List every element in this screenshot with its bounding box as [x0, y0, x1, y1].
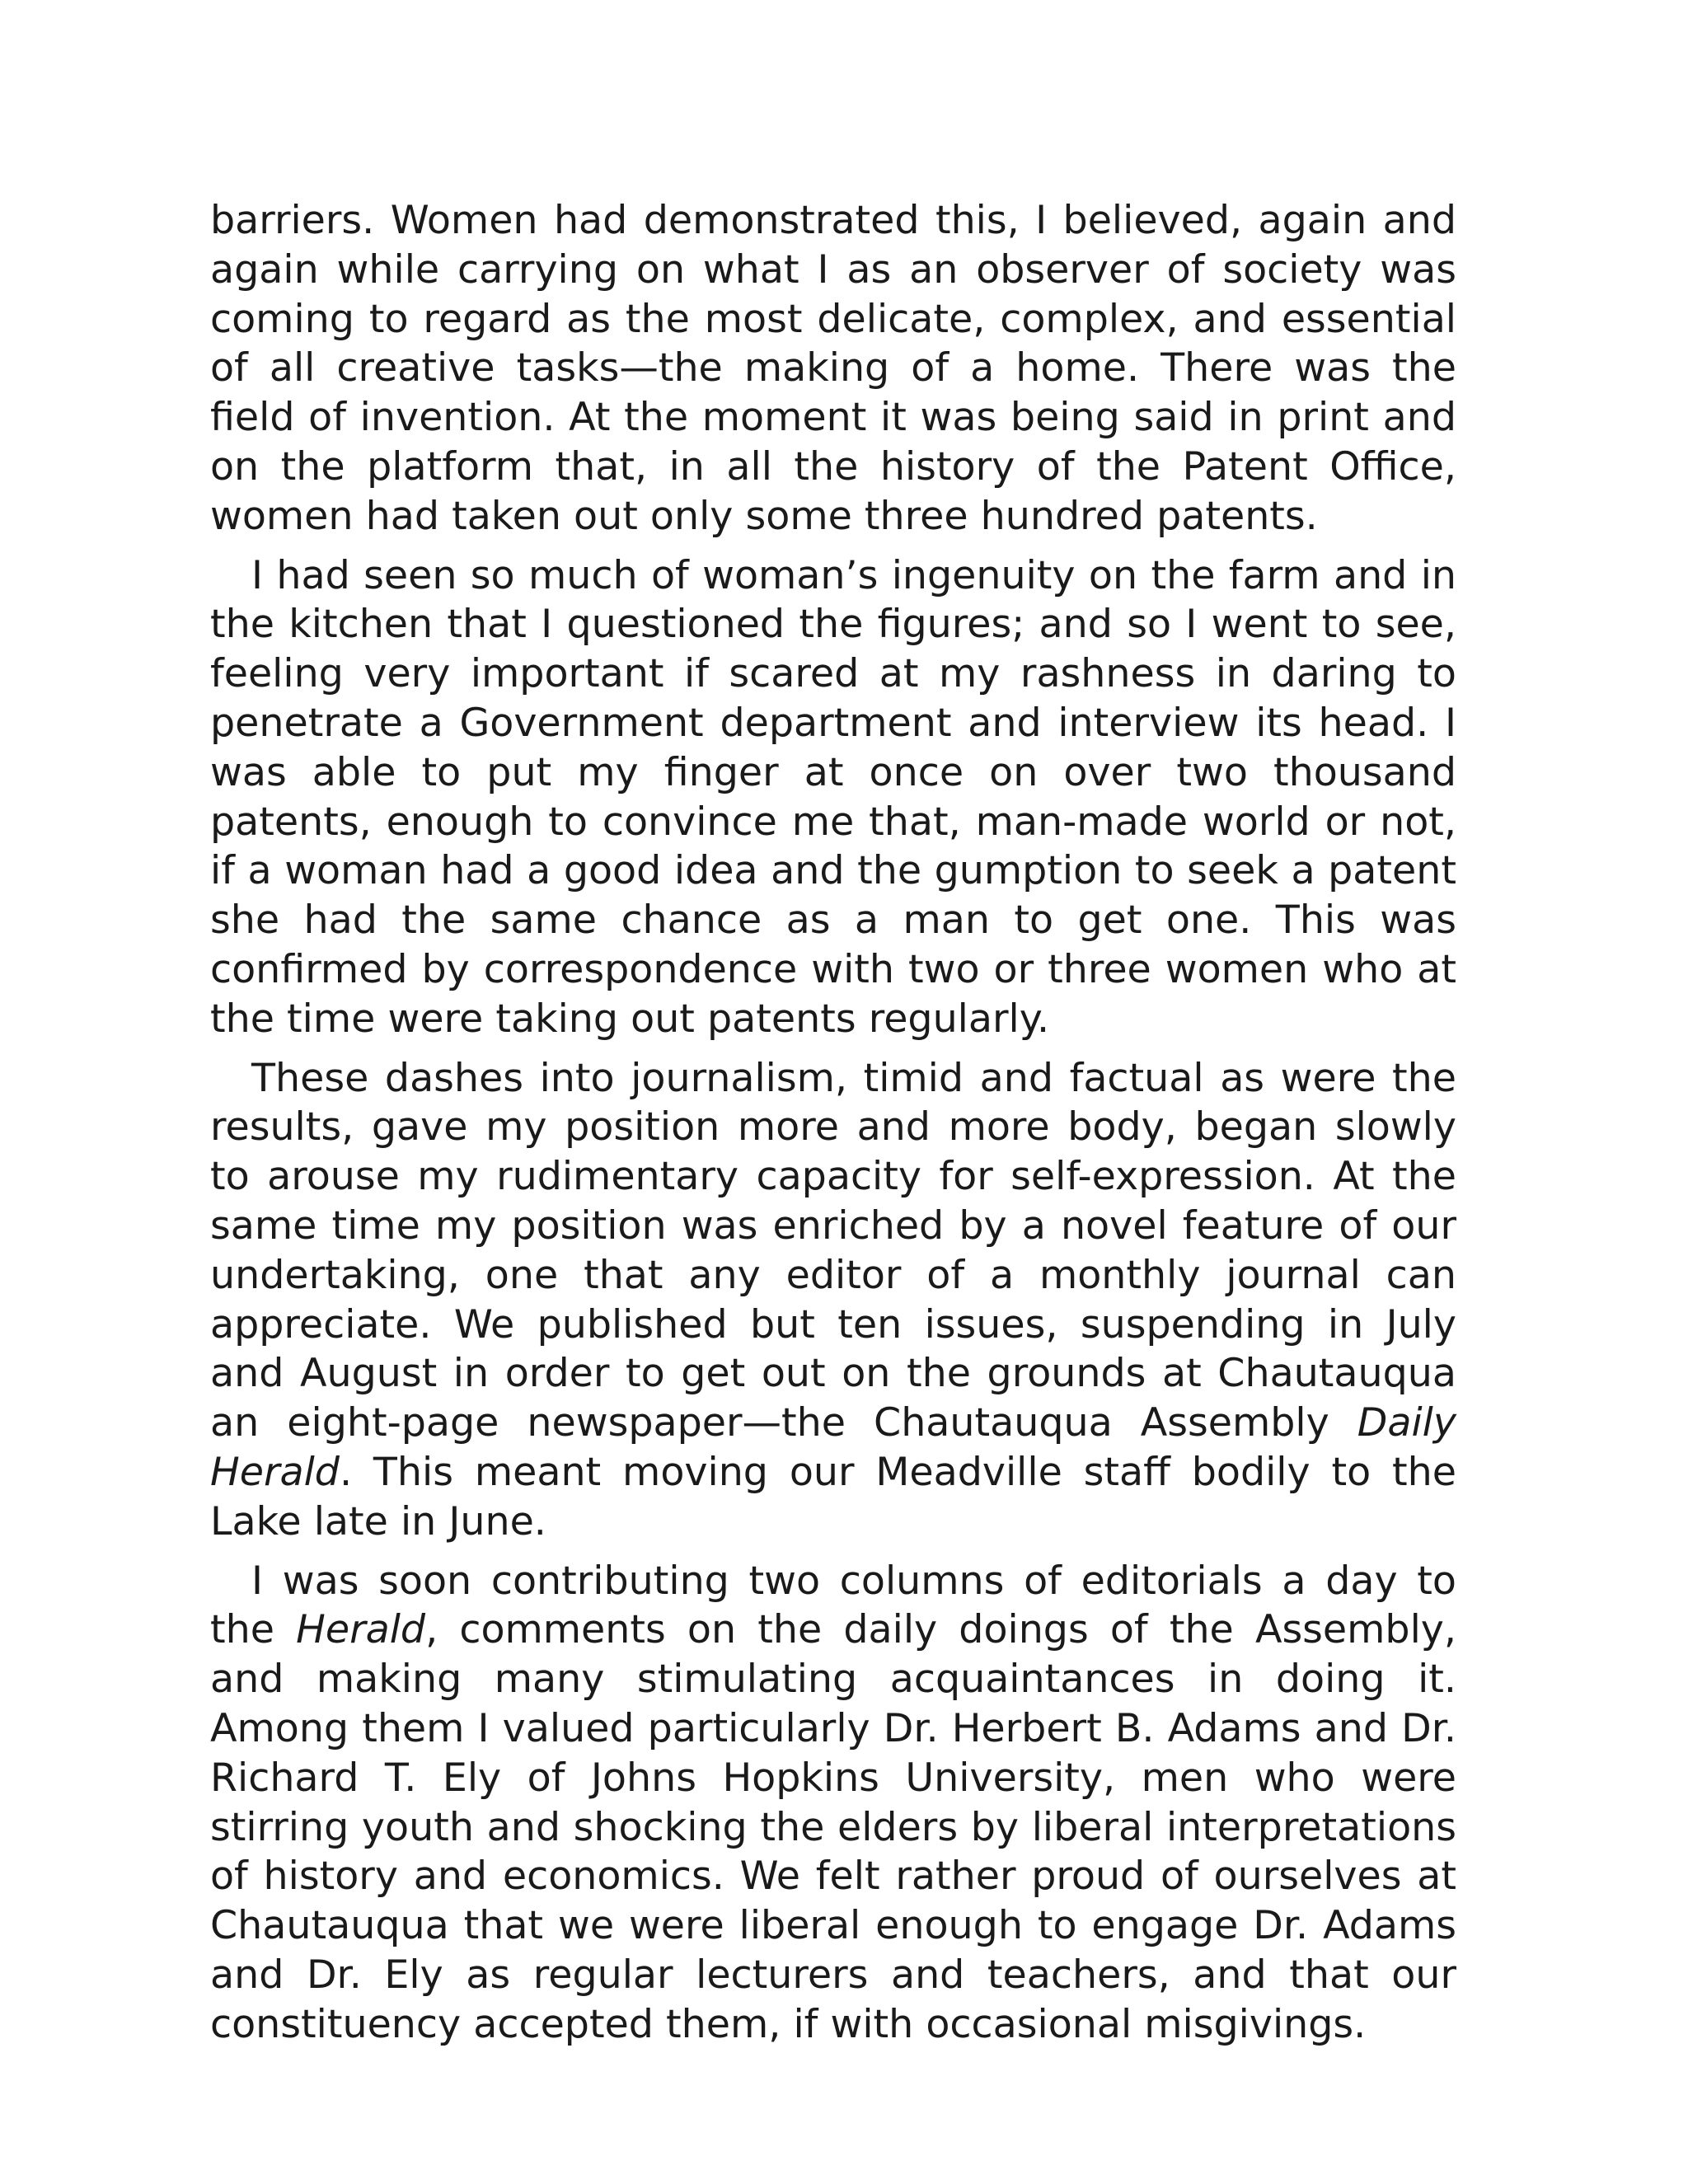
- page-body: [210, 196, 1456, 2049]
- paragraph-2-text: I had seen so much of woman’s ingenuity on the farm and in the kitchen that I questioned the figures; and so I went to see, feeling very important if scared at my rashness in daring to penetrate a Government department and interview its head. I was able to put my finger at once on over two thousand patents, enough to convince me that, man-made world or not, if a woman had a good idea and the gumption to seek a patent she had the same chance as a man to get one. This was confirmed by correspondence with two or three women who at the time were taking out patents regularly.: [210, 552, 1456, 1042]
- paragraph-4-text-end: , comments on the daily doings of the Assembly, and making many stimulating acquaintances in doing it. Among them I valued particularly Dr. Herbert B. Adams and Dr. Richard T. Ely of Johns Hopkins University, men who were stirring youth and shocking the elders by liberal interpretations of history and economics. We felt rather proud of ourselves at Chautauqua that we were liberal enough to engage Dr. Adams and Dr. Ely as regular lecturers and teachers, and that our constituency accepted them, if with occasional misgivings.: [210, 1607, 1456, 2047]
- paragraph-3-text-start: These dashes into journalism, timid and factual as were the results, gave my position more and more body, began slowly to arouse my rudimentary capacity for self-expression. At the same time my position was enriched by a novel feature of our undertaking, one that any editor of a monthly journal can appreciate. We published but ten issues, suspending in July and August in order to get out on the grounds at Chautauqua an eight-page newspaper—the Chautauqua Assembly: [210, 1055, 1456, 1446]
- paragraph-1-text: barriers. Women had demonstrated this, I believed, again and again while carrying on what I as an observer of society was coming to regard as the most delicate, complex, and essential of all creative tasks—the making of a home. There was the field of invention. At the moment it was being said in print and on the platform that, in all the history of the Patent Office, women had taken out only some three hundred patents.: [210, 198, 1456, 539]
- paragraph-1: [210, 196, 1456, 541]
- paragraph-4-text-start: I was soon contributing two columns of editorials a day to the: [210, 1558, 1456, 1653]
- paragraph-3: [210, 1054, 1456, 1547]
- paragraph-4: [210, 1557, 1456, 2050]
- newspaper-title-daily-herald: Daily Herald: [210, 1400, 1456, 1495]
- paragraph-2: [210, 551, 1456, 1044]
- newspaper-title-herald: Herald: [296, 1607, 426, 1653]
- paragraph-3-text-end: . This meant moving our Meadville staff bodily to the Lake late in June.: [210, 1449, 1456, 1544]
